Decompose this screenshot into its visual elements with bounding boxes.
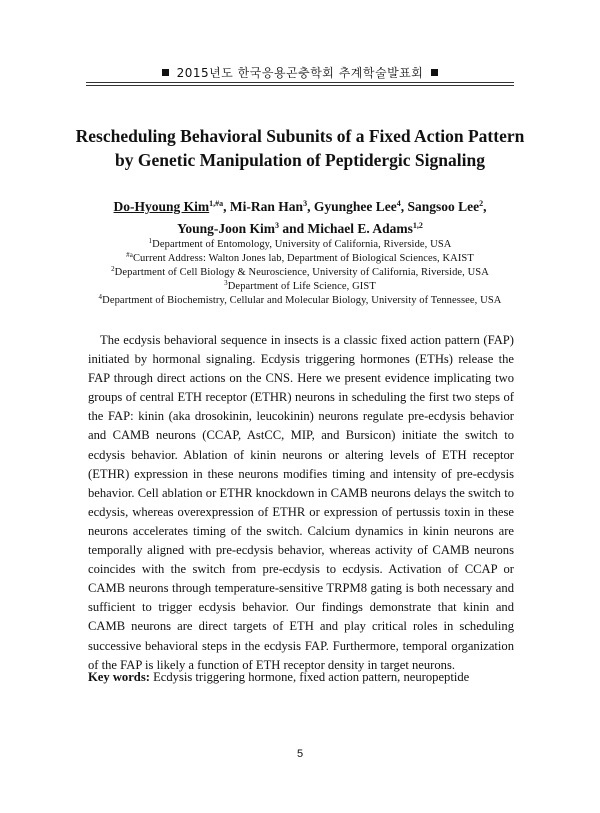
author-affil-sup: 4 bbox=[396, 199, 401, 208]
keywords bbox=[88, 668, 514, 687]
affiliation-list bbox=[70, 238, 530, 308]
author-name: Gyunghee Lee bbox=[313, 199, 397, 214]
author-affil-sup: 1,#a bbox=[209, 199, 224, 208]
square-bullet-icon bbox=[162, 69, 169, 76]
author-name: Do-Hyoung Kim bbox=[113, 199, 210, 214]
affiliation-item bbox=[70, 266, 530, 280]
author-list bbox=[70, 196, 530, 240]
square-bullet-icon bbox=[431, 69, 438, 76]
affiliation-text: Current Address: Walton Jones lab, Department of Biological Sciences, KAIST bbox=[132, 253, 474, 264]
author-name: Mi-Ran Han bbox=[229, 199, 304, 214]
affiliation-text: Department of Entomology, University of California, Riverside, USA bbox=[152, 239, 452, 250]
header-rule-thick bbox=[86, 85, 514, 86]
affiliation-sup: 2 bbox=[111, 265, 115, 273]
affiliation-sup: 4 bbox=[98, 293, 103, 301]
author-affil-sup: 2 bbox=[479, 199, 484, 208]
author-conjunction: and bbox=[282, 221, 305, 236]
author-affil-sup: 3 bbox=[303, 199, 308, 208]
author-line-2 bbox=[70, 218, 530, 240]
title-line-1: Rescheduling Behavioral Subunits of a Fixed Action Pattern bbox=[75, 126, 525, 146]
affiliation-item bbox=[70, 238, 530, 252]
affiliation-item bbox=[70, 252, 530, 266]
title-line-2: by Genetic Manipulation of Peptidergic Signaling bbox=[115, 150, 485, 170]
author-affil-sup: 3 bbox=[274, 221, 279, 230]
author-affil-sup: 1,2 bbox=[412, 221, 423, 230]
conference-header bbox=[86, 64, 514, 81]
keywords-label: Key words: bbox=[88, 670, 150, 684]
affiliation-sup: 3 bbox=[224, 279, 228, 287]
author-name: Young-Joon Kim bbox=[177, 221, 275, 236]
author-name: Michael E. Adams bbox=[307, 221, 413, 236]
affiliation-text: Department of Life Science, GIST bbox=[227, 281, 376, 292]
affiliation-text: Department of Cell Biology & Neuroscience, University of California, Riverside, USA bbox=[114, 267, 489, 278]
paper-title bbox=[70, 124, 530, 172]
abstract-paragraph: The ecdysis behavioral sequence in insects is a classic fixed action pattern (FAP) initiated by hormonal signaling. Ecdysis triggering hormones (ETHs) release the FAP through direct actions on the CNS. Here we present evidence implicating two groups of central ETH receptor (ETHR) neurons in scheduling the first two steps of the FAP: kinin (aka drosokinin, leucokinin) neurons regulate pre-ecdysis behavior and CAMB neurons (CCAP, AstCC, MIP, and Bursicon) initiate the switch to ecdysis behavior. Ablation of kinin neurons or altering levels of ETH receptor (ETHR) expression in these neurons modifies timing and intensity of pre-ecdysis behavior. Cell ablation or ETHR knockdown in CAMB neurons delays the switch to ecdysis, whereas overexpression of ETHR or expression of pertussis toxin in these neurons accelerates timing of the switch. Calcium dynamics in kinin neurons are temporally aligned with pre-ecdysis behavior, whereas activity of CAMB neurons coincides with the switch from pre-ecdysis to ecdysis. Activation of CCAP or CAMB neurons through temperature-sensitive TRPM8 gating is both necessary and sufficient to trigger ecdysis behavior. Our findings demonstrate that kinin and CAMB neurons are direct targets of ETH and play critical roles in scheduling successive behavioral steps in the ecdysis FAP. Furthermore, temporal organization of the FAP is likely a function of ETH receptor density in target neurons. bbox=[88, 333, 514, 672]
affiliation-text: Department of Biochemistry, Cellular and Molecular Biology, University of Tennessee, USA bbox=[102, 295, 502, 306]
keywords-text: Ecdysis triggering hormone, fixed action pattern, neuropeptide bbox=[153, 670, 470, 684]
conference-header-text: 2015년도 한국응용곤충학회 추계학술발표회 bbox=[176, 66, 424, 80]
header-rule-thin bbox=[86, 82, 514, 83]
affiliation-item bbox=[70, 294, 530, 308]
author-line-1: Do-Hyoung Kim$^{1,\#a}$, Mi-Ran Han$^3$, Gyunghee Lee$^4$, Sangsoo Lee$^2$, bbox=[113, 199, 487, 214]
page-number: 5 bbox=[296, 748, 304, 760]
author-name: Sangsoo Lee bbox=[407, 199, 480, 214]
affiliation-item bbox=[70, 280, 530, 294]
affiliation-sup: #a bbox=[126, 251, 133, 259]
affiliation-sup: 1 bbox=[148, 237, 153, 245]
